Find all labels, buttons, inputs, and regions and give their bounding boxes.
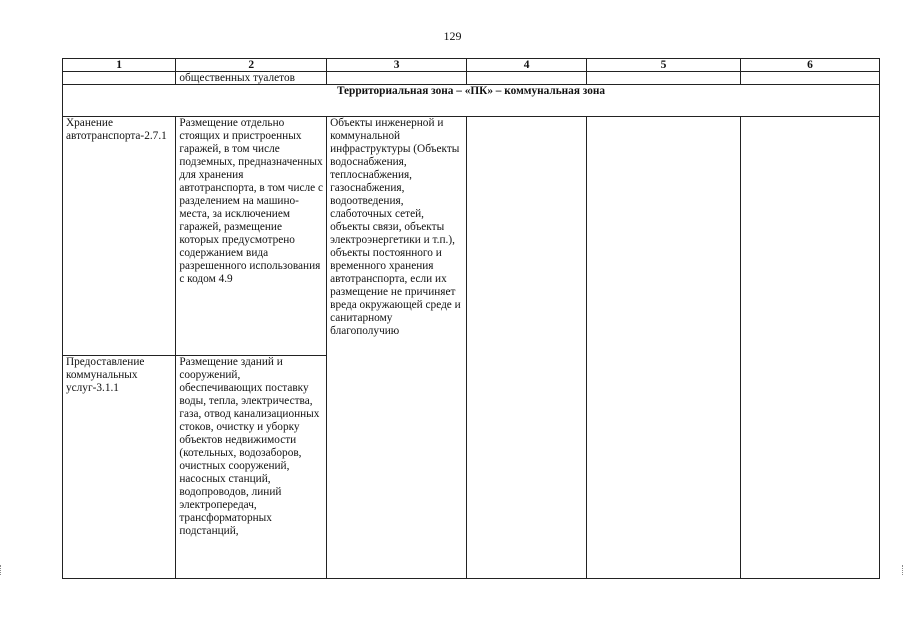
header-col-3: 3 [327, 59, 467, 72]
description-cell: Размещение отдельно стоящих и пристроенных гаражей, в том числе подземных, предназначенных для хранения автотранспорта, в том числе с разделением на машино-места, за исключением гаражей, размещение которых предусмотрено содержанием вида разрешенного использования с кодом 4.9 [176, 117, 327, 356]
page-number: 129 [443, 29, 462, 43]
auxiliary-uses-cell: Объекты инженерной и коммунальной инфраструктуры (Объекты водоснабжения, теплоснабжения, газоснабжения, водоотведения, слаботочных сетей, объекты связи, объекты электроэнергетики и т.п.), объекты постоянного и временного хранения автотранспорта, если их размещение не причиняет вреда окружающей среде и санитарному благополучию [327, 117, 467, 579]
continuation-cell-4 [467, 72, 587, 85]
continuation-cell-5 [586, 72, 740, 85]
use-name-cell: Предоставление коммунальных услуг-3.1.1 [63, 356, 176, 579]
left-edge-mark [0, 565, 4, 575]
empty-cell-col-6 [740, 117, 879, 579]
continuation-cell-1 [63, 72, 176, 85]
empty-cell-col-4 [467, 117, 587, 579]
header-col-4: 4 [467, 59, 587, 72]
continuation-cell-3 [327, 72, 467, 85]
header-col-2: 2 [176, 59, 327, 72]
header-col-1: 1 [63, 59, 176, 72]
continuation-cell-2: общественных туалетов [176, 72, 327, 85]
description-cell: Размещение зданий и сооружений, обеспечивающих поставку воды, тепла, электричества, газа, отвод канализационных стоков, очистку и уборку объектов недвижимости (котельных, водозаборов, очистных сооружений, насосных станций, водопроводов, линий электропередач, трансформаторных подстанций, [176, 356, 327, 579]
continuation-cell-6 [740, 72, 879, 85]
header-col-6: 6 [740, 59, 879, 72]
use-name-cell: Хранение автотранспорта-2.7.1 [63, 117, 176, 356]
header-col-5: 5 [586, 59, 740, 72]
header-row [63, 59, 880, 72]
zone-title: Территориальная зона – «ПК» – коммунальная зона [63, 85, 880, 117]
table-row [63, 117, 880, 356]
land-use-regulations-table [62, 58, 880, 579]
zone-title-row [63, 85, 880, 117]
continuation-row [63, 72, 880, 85]
empty-cell-col-5 [586, 117, 740, 579]
